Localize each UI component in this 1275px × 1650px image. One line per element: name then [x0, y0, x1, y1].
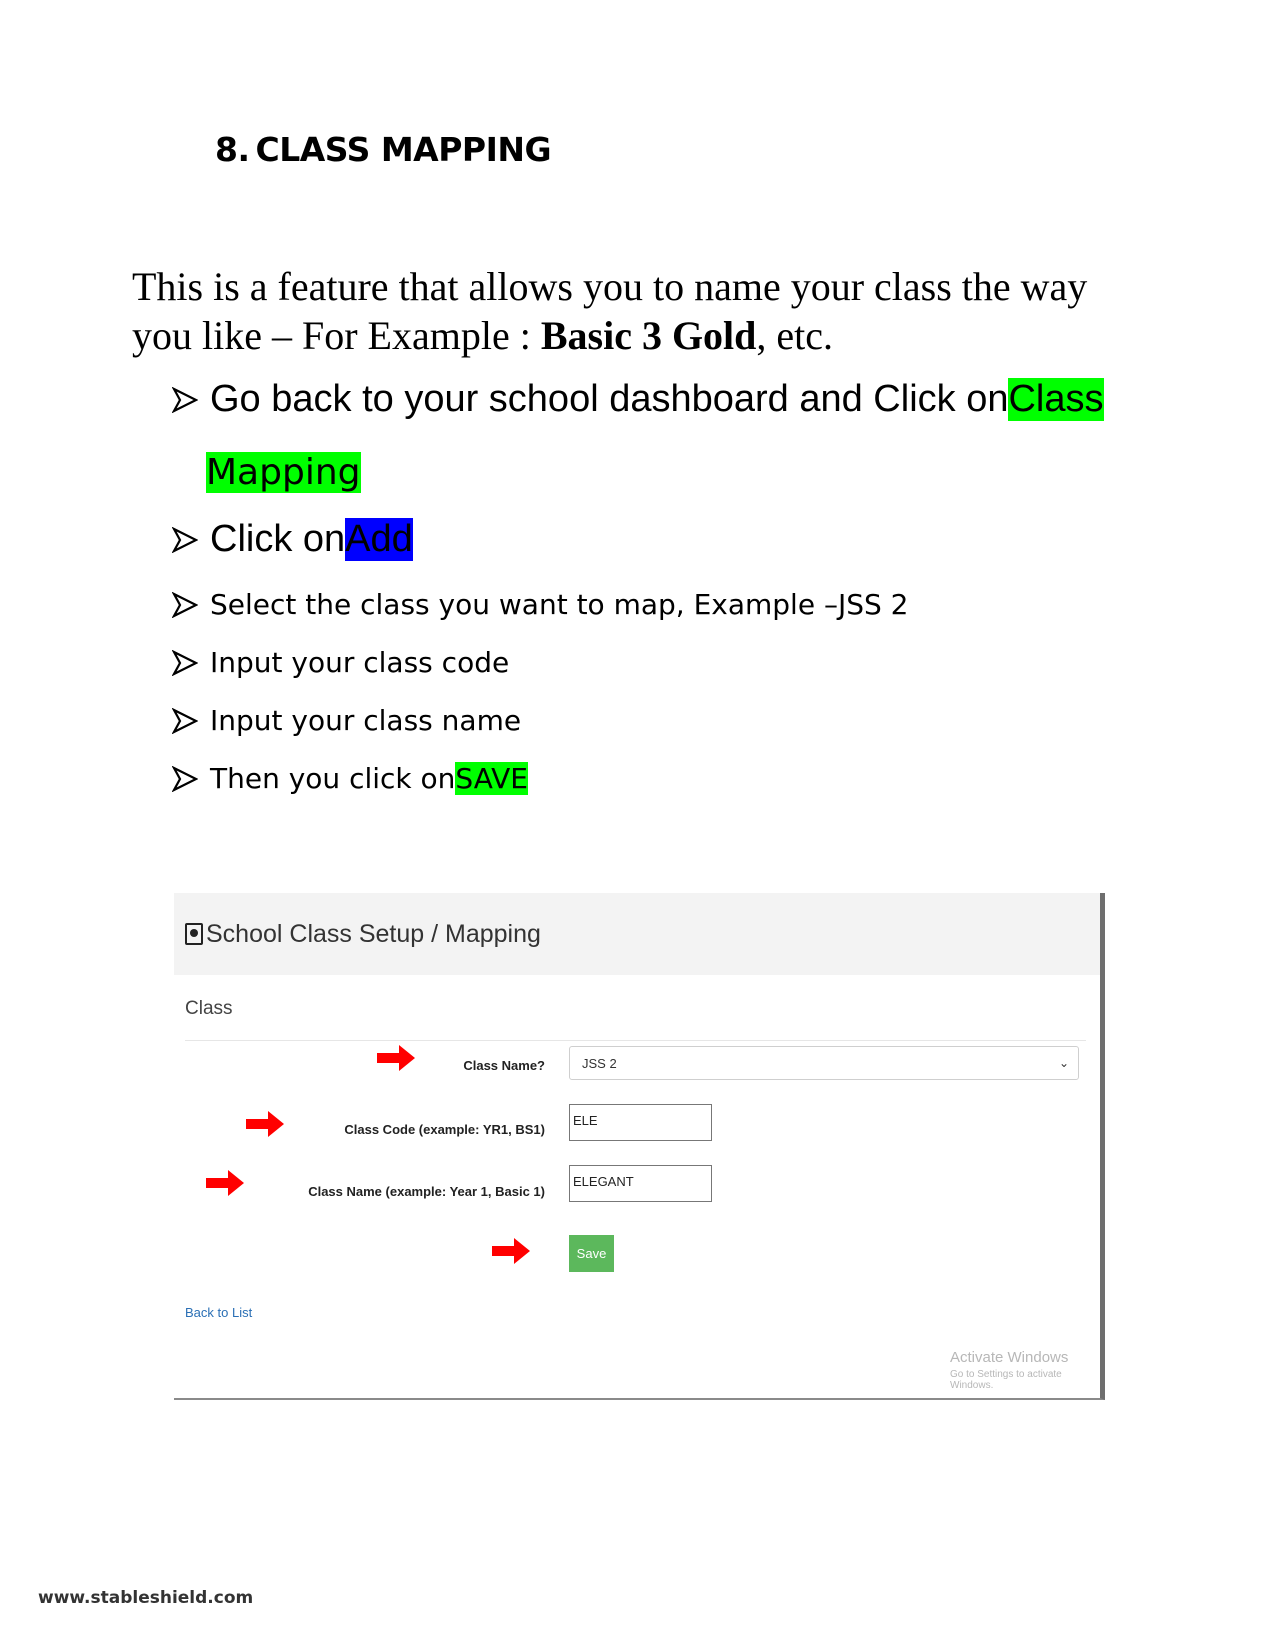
red-arrow-icon — [377, 1045, 415, 1071]
step-1-highlight-mapping: Mapping — [206, 452, 361, 493]
class-code-value: ELE — [573, 1113, 598, 1128]
class-name-value: ELEGANT — [573, 1174, 634, 1189]
class-mapping-screenshot — [174, 893, 1105, 1400]
step-5 — [172, 704, 521, 737]
arrowhead-bullet-icon — [172, 708, 198, 734]
step-3 — [172, 588, 908, 621]
step-6-text: Then you click on — [210, 762, 456, 795]
cup-icon — [185, 923, 203, 945]
class-name-example-label: Class Name (example: Year 1, Basic 1) — [308, 1184, 545, 1199]
intro-paragraph — [132, 262, 1152, 360]
step-4 — [172, 646, 509, 679]
step-5-text: Input your class name — [210, 704, 522, 737]
section-heading — [215, 130, 551, 169]
arrowhead-bullet-icon — [172, 592, 198, 618]
arrowhead-bullet-icon — [172, 387, 198, 413]
watermark-line-2: Go to Settings to activate Windows. — [950, 1369, 1062, 1391]
arrowhead-bullet-icon — [172, 527, 198, 553]
class-name-input[interactable] — [569, 1165, 712, 1202]
section-label-class: Class — [185, 998, 233, 1019]
chevron-down-icon: ⌄ — [1058, 1056, 1069, 1070]
heading-number: 8. — [215, 130, 250, 169]
red-arrow-icon — [492, 1238, 530, 1264]
red-arrow-icon — [206, 1170, 244, 1196]
back-to-list-link[interactable]: Back to List — [185, 1305, 253, 1320]
activate-windows-watermark — [950, 1349, 1100, 1391]
step-2 — [172, 518, 413, 561]
screenshot-header — [174, 893, 1100, 975]
step-2-highlight-add: Add — [345, 518, 413, 560]
intro-example-bold: Basic 3 Gold — [540, 313, 757, 358]
save-button[interactable]: Save — [569, 1235, 614, 1272]
step-2-text: Click on — [210, 518, 346, 560]
step-3-text: Select the class you want to map, Example –JSS 2 — [210, 588, 909, 621]
intro-line-2-suffix: , etc. — [756, 313, 834, 358]
arrowhead-bullet-icon — [172, 650, 198, 676]
step-4-text: Input your class code — [210, 646, 510, 679]
screenshot-title: School Class Setup / Mapping — [206, 919, 541, 948]
section-divider — [185, 1040, 1086, 1041]
intro-line-2 — [132, 311, 1152, 360]
class-code-input[interactable] — [569, 1104, 712, 1141]
step-1-highlight-class: Class — [1008, 378, 1104, 420]
footer-website: www.stableshield.com — [38, 1588, 254, 1608]
step-1-text: Go back to your school dashboard and Click on — [210, 378, 1009, 420]
step-1 — [172, 378, 1104, 421]
step-6 — [172, 762, 528, 795]
step-1-continuation — [206, 452, 361, 493]
intro-line-2-prefix: you like – For Example : — [132, 313, 541, 358]
class-name-selected-value: JSS 2 — [582, 1055, 617, 1071]
step-6-highlight-save: SAVE — [455, 762, 528, 795]
class-name-label: Class Name? — [463, 1058, 545, 1073]
red-arrow-icon — [246, 1111, 284, 1137]
class-code-label: Class Code (example: YR1, BS1) — [344, 1122, 545, 1137]
class-name-select[interactable] — [569, 1046, 1079, 1080]
intro-line-1: This is a feature that allows you to name your class the way — [132, 264, 1088, 309]
heading-title: CLASS MAPPING — [255, 130, 552, 169]
arrowhead-bullet-icon — [172, 766, 198, 792]
watermark-line-1: Activate Windows — [950, 1349, 1069, 1366]
